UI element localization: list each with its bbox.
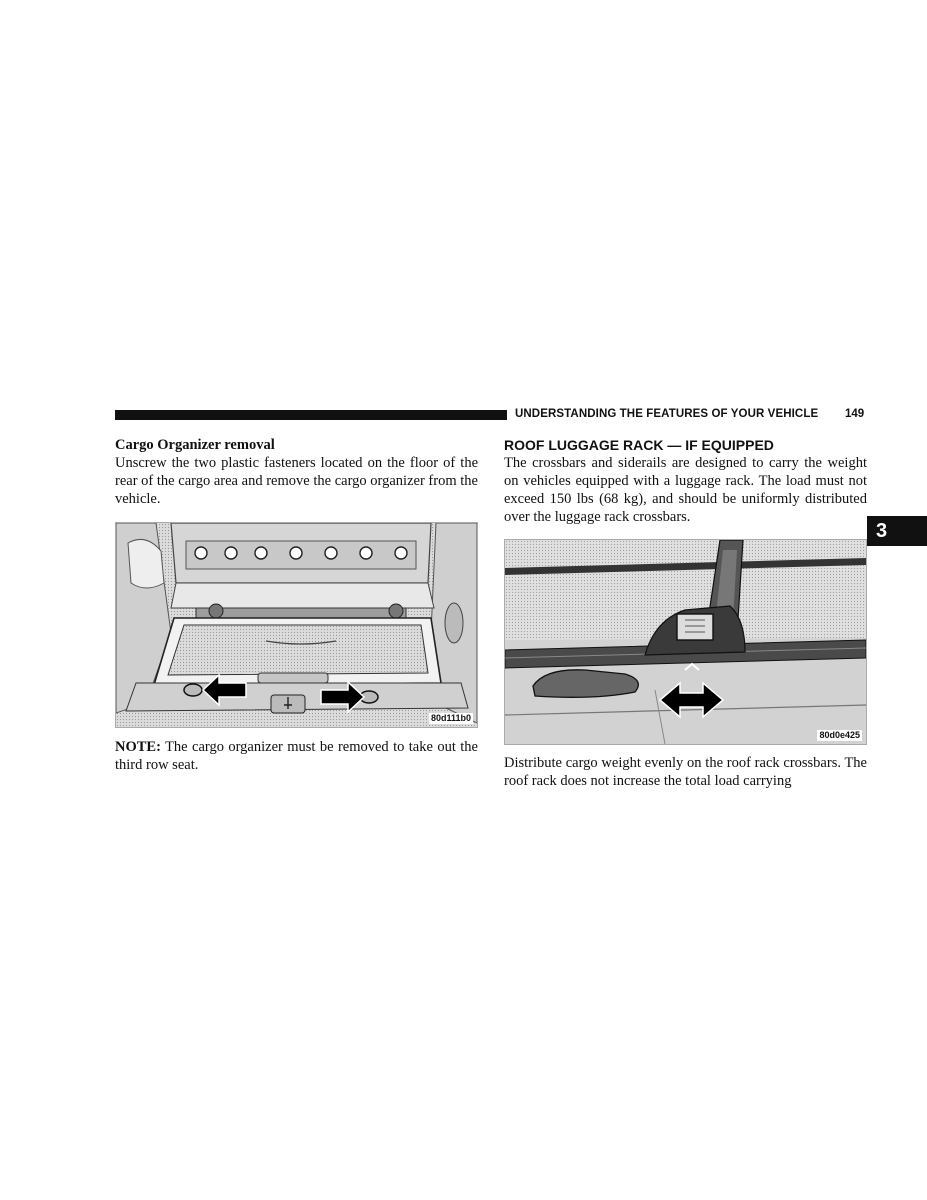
roof-rack-heading: ROOF LUGGAGE RACK — IF EQUIPPED: [504, 437, 774, 453]
right-column: [504, 436, 867, 790]
roof-rack-drawing: [505, 540, 866, 744]
cargo-organizer-heading: Cargo Organizer removal: [115, 437, 275, 453]
cargo-organizer-illustration: [115, 522, 478, 728]
page-number: 149: [845, 408, 865, 420]
note-text: The cargo organizer must be removed to take out the third row seat.: [115, 739, 478, 773]
running-header-title: UNDERSTANDING THE FEATURES OF YOUR VEHICLE: [515, 408, 819, 420]
left-column: [115, 436, 478, 774]
note-label: NOTE:: [115, 739, 161, 755]
header-rule: [115, 410, 507, 420]
distribute-weight-paragraph: Distribute cargo weight evenly on the roof rack crossbars. The roof rack does not increase the total load carrying: [504, 755, 867, 789]
roof-rack-illustration: [504, 539, 867, 745]
cargo-organizer-paragraph: Unscrew the two plastic fasteners located on the floor of the rear of the cargo area and remove the cargo organizer from the vehicle.: [115, 455, 478, 507]
roof-rack-paragraph: The crossbars and siderails are designed to carry the weight on vehicles equipped with a luggage rack. The load must not exceed 150 lbs (68 kg), and should be uniformly distributed over the luggage rack crossbars.: [504, 455, 867, 525]
figure-code-label: 80d0e425: [819, 730, 860, 740]
figure-code-label: 80d111b0: [430, 713, 471, 723]
note-paragraph: [115, 738, 478, 774]
cargo-area-drawing: [116, 523, 477, 727]
chapter-tab: 3: [867, 516, 927, 546]
